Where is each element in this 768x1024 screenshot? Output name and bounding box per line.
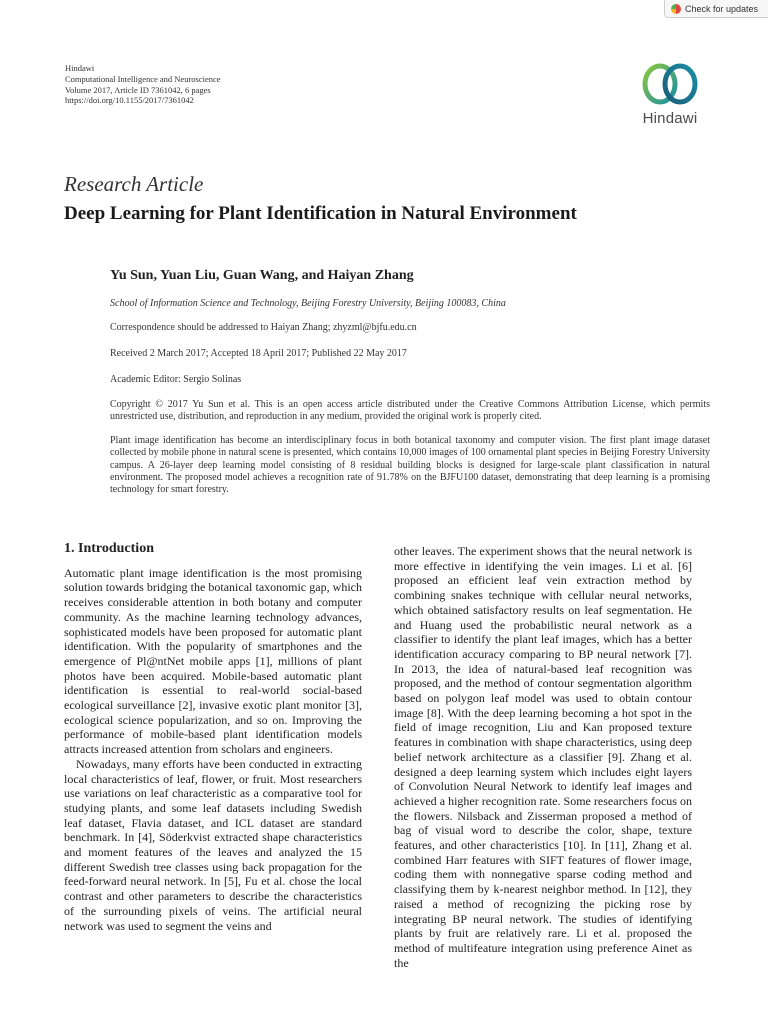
volume-line: Volume 2017, Article ID 7361042, 6 pages xyxy=(65,84,211,95)
copyright-notice: Copyright © 2017 Yu Sun et al. This is an open access article distributed under the Creative Commons Attribution License, which permits unrestricted use, distribution, and reproduction in any medium, provided the original work is properly cited. xyxy=(110,399,710,423)
publication-dates: Received 2 March 2017; Accepted 18 April 2017; Published 22 May 2017 xyxy=(110,348,407,359)
body-paragraph: Automatic plant image identification is the most promising solution towards bridging the botanical taxonomic gap, which receives considerable attention in both botany and computer community. As the machine learning technology advances, sophisticated models have been proposed for automatic plant identification. With the popularity of smartphones and the emergence of Pl@ntNet mobile apps [1], millions of plant photos have been acquired. Mobile-based automatic plant identification is essential to real-world social-based ecological surveillance [2], invasive exotic plant monitor [3], ecological science popularization, and so on. Improving the performance of mobile-based plant identification models attracts increased attention from scholars and engineers. xyxy=(64,565,362,757)
body-paragraph: Nowadays, many efforts have been conducted in extracting local characteristics of leaf, flower, or fruit. Most researchers use variations on leaf characteristic as a comparative tool for studying plants, and some leaf datasets including Swedish leaf dataset, Flavia dataset, and ICL dataset are standard benchmark. In [4], Söderkvist extracted shape characteristics and moment features of the leaves and analyzed the 15 different Swedish tree classes using back propagation for the feed-forward neural network. In [5], Fu et al. chose the local contrast and other parameters to describe the characteristics of the surrounding pixels of veins. The artificial neural network was used to segment the veins and xyxy=(64,756,362,933)
hindawi-logo-text: Hindawi xyxy=(642,110,698,127)
article-type: Research Article xyxy=(64,172,204,196)
check-for-updates-label: Check for updates xyxy=(685,3,759,14)
check-for-updates-button[interactable] xyxy=(664,0,768,18)
article-title: Deep Learning for Plant Identification in Natural Environment xyxy=(64,203,577,224)
hindawi-rings-icon xyxy=(632,60,708,110)
crossmark-icon xyxy=(671,4,681,14)
academic-editor: Academic Editor: Sergio Solinas xyxy=(110,374,242,385)
author-list: Yu Sun, Yuan Liu, Guan Wang, and Haiyan Zhang xyxy=(110,268,414,283)
body-paragraph: other leaves. The experiment shows that the neural network is more effective in identifying the vein images. Li et al. [6] proposed an efficient leaf vein extraction method by combining snakes technique with cellular neural networks, which obtained satisfactory results on leaf segmentation. He and Huang used the probabilistic neural network as a classifier to identify the plant leaf images, which has a better identification accuracy comparing to BP neural network [7]. In 2013, the idea of natural-based leaf recognition was proposed, and the method of contour segmentation algorithm based on polygon leaf model was used to obtain contour image [8]. With the deep learning becoming a hot spot in the field of image recognition, Liu and Kan proposed texture features in combination with shape characteristics, using deep belief network architecture as a classifier [9]. Zhang et al. designed a deep learning system which includes eight layers of Convolution Neural Network to identify leaf images and achieved a higher recognition rate. Some researchers focus on the flowers. Nilsback and Zisserman proposed a method of bag of visual word to describe the color, shape, texture features, and other characteristics [10]. In [11], Zhang et al. combined Harr features with SIFT features of flower image, coding them with nonnegative sparse coding method and classifying them by k-nearest neighbor method. In [12], they raised a method of recognizing the picking rose by integrating BP neural network. The studies of identifying plants by fruit are relatively rare. Li et al. proposed the method of multifeature integration using preference Ainet as the xyxy=(394,544,692,970)
doi-link[interactable]: https://doi.org/10.1155/2017/7361042 xyxy=(65,95,194,106)
journal-name: Computational Intelligence and Neuroscience xyxy=(65,73,221,84)
hindawi-logo xyxy=(632,60,708,132)
body-column-left xyxy=(64,540,362,933)
section-heading: 1. Introduction xyxy=(64,541,154,556)
journal-meta xyxy=(65,63,221,106)
correspondence: Correspondence should be addressed to Haiyan Zhang; zhyzml@bjfu.edu.cn xyxy=(110,322,417,333)
body-column-right xyxy=(394,544,692,970)
publisher-name: Hindawi xyxy=(65,63,95,73)
affiliation: School of Information Science and Technology, Beijing Forestry University, Beijing 100083, China xyxy=(110,298,506,309)
abstract: Plant image identification has become an interdisciplinary focus in both botanical taxonomy and computer vision. The first plant image dataset collected by mobile phone in natural scene is presented, which contains 10,000 images of 100 ornamental plant species in Beijing Forestry University campus. A 26-layer deep learning model consisting of 8 residual building blocks is designed for large-scale plant classification in natural environment. The proposed model achieves a recognition rate of 91.78% on the BJFU100 dataset, demonstrating that deep learning is a promising technology for smart forestry. xyxy=(110,435,710,496)
